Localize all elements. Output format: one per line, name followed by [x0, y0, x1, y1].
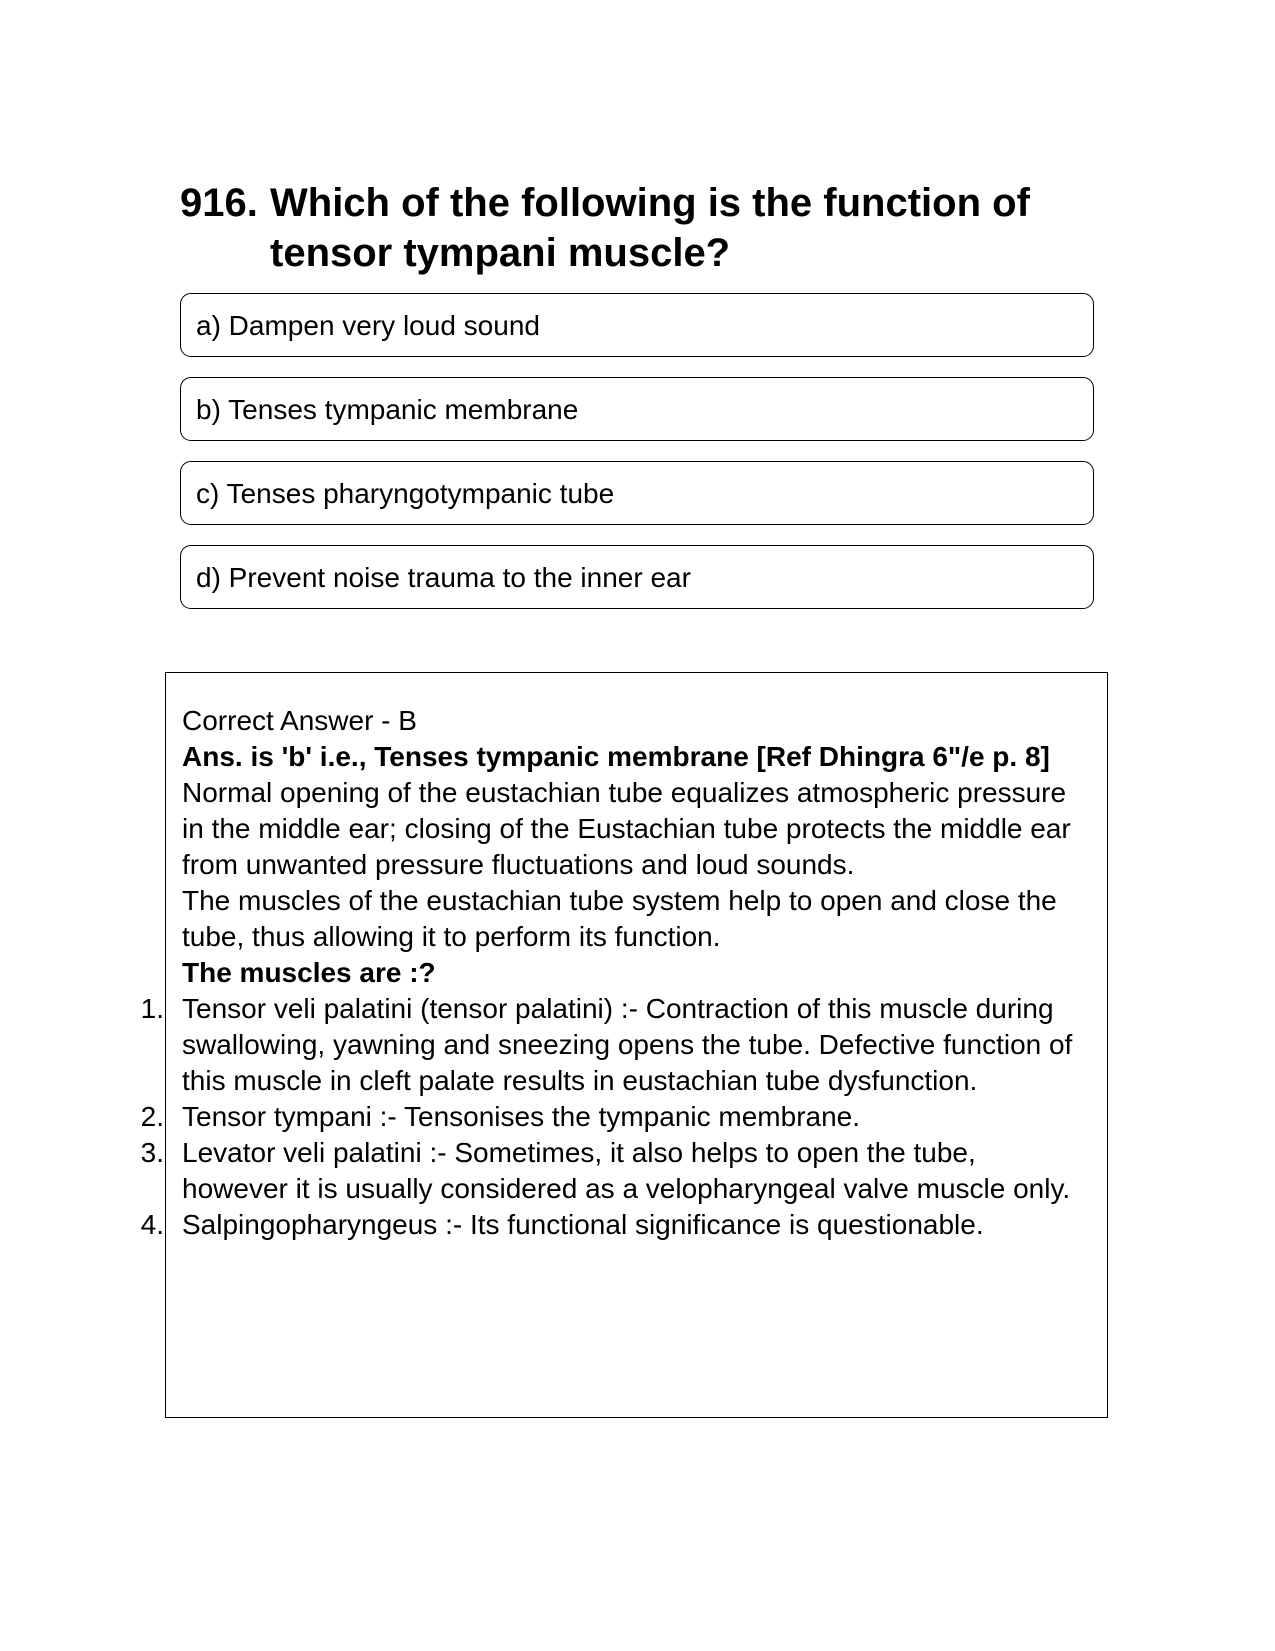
- muscle-list-item: [140, 1099, 1087, 1135]
- question-text: Which of the following is the function of tensor tympani muscle?: [270, 181, 1030, 275]
- muscle-item-text: Salpingopharyngeus :- Its functional significance is questionable.: [182, 1209, 984, 1240]
- answer-content: [140, 703, 1087, 1243]
- list-marker-clip: [140, 991, 164, 1027]
- muscle-item-text: Tensor veli palatini (tensor palatini) :- Contraction of this muscle during swallowing, yawning and sneezing opens the tube. Defective function of this muscle in cleft palate results in eustachian tube dysfunction.: [182, 993, 1073, 1096]
- list-marker: 3.: [140, 1137, 164, 1168]
- muscle-item-text: Tensor tympani :- Tensonises the tympanic membrane.: [182, 1101, 861, 1132]
- muscle-list-item: [140, 991, 1087, 1099]
- option-a[interactable]: a) Dampen very loud sound: [180, 293, 1094, 357]
- correct-answer-line: Correct Answer - B: [182, 705, 417, 736]
- list-marker-clip: [140, 1099, 164, 1135]
- question-number: 916.: [180, 181, 258, 225]
- muscles-heading: The muscles are :?: [182, 957, 436, 988]
- answer-box: [140, 672, 1108, 1418]
- explanation-paragraph-2: The muscles of the eustachian tube system help to open and close the tube, thus allowing it to perform its function.: [182, 885, 1057, 952]
- list-marker: 4.: [140, 1209, 164, 1240]
- explanation-paragraph-1: Normal opening of the eustachian tube equalizes atmospheric pressure in the middle ear; closing of the Eustachian tube protects the middle ear from unwanted pressure fluctuations and loud sounds.: [182, 777, 1071, 880]
- list-marker-clip: [140, 1135, 164, 1171]
- option-c[interactable]: c) Tenses pharyngotympanic tube: [180, 461, 1094, 525]
- option-d[interactable]: d) Prevent noise trauma to the inner ear: [180, 545, 1094, 609]
- list-marker: 1.: [140, 993, 164, 1024]
- muscle-item-text: Levator veli palatini :- Sometimes, it also helps to open the tube, however it is usually considered as a velopharyngeal valve muscle only.: [182, 1137, 1071, 1204]
- list-marker: 2.: [140, 1101, 164, 1132]
- answer-summary: Ans. is 'b' i.e., Tenses tympanic membrane [Ref Dhingra 6"/e p. 8]: [182, 741, 1050, 772]
- list-marker-clip: [140, 1207, 164, 1243]
- muscle-list-item: [140, 1135, 1087, 1207]
- question-heading: [180, 178, 1100, 278]
- option-b[interactable]: b) Tenses tympanic membrane: [180, 377, 1094, 441]
- muscle-list-item: [140, 1207, 1087, 1243]
